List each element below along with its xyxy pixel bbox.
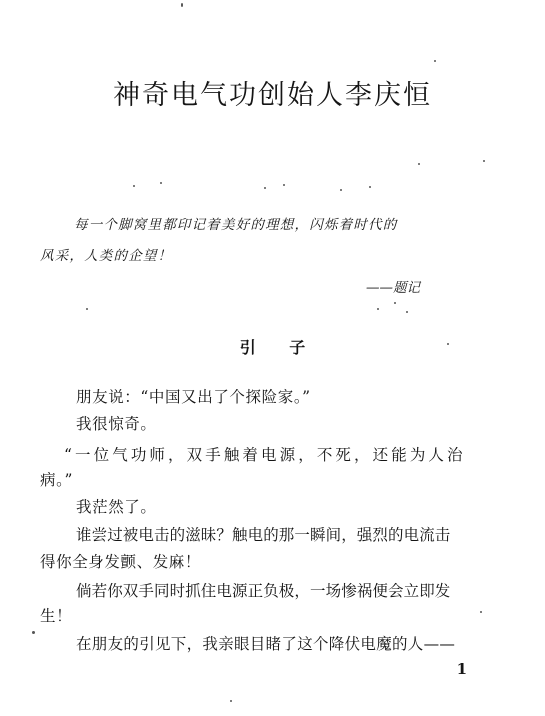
body-line-10: 在朋友的引见下，我亲眼目睹了这个降伏电魔的人—— [76,635,456,653]
chapter-title: 神奇电气功创始人李庆恒 [113,80,432,111]
body-line-8: 倘若你双手同时抓住电源正负极，一场惨祸便会立即发 [76,582,451,600]
page-number: 1 [456,660,467,678]
epigraph-line-1: 每一个脚窝里都印记着美好的理想，闪烁着时代的 [74,217,398,233]
section-heading: 引 子 [239,338,306,357]
epigraph-signature: ——题记 [366,280,420,296]
body-line-5: 我茫然了。 [76,498,157,516]
body-line-1: 朋友说：“中国又出了个探险家。” [76,388,311,406]
body-line-6: 谁尝过被电击的滋昧？触电的那一瞬间，强烈的电流击 [76,526,451,544]
body-line-7: 得你全身发颤、发麻！ [40,553,202,571]
body-line-3: “一位气功师，双手触着电源，不死，还能为人治 [64,446,466,464]
epigraph-line-2: 风采，人类的企望！ [40,248,173,264]
body-line-4: 病。” [40,471,73,489]
body-line-9: 生！ [40,607,73,625]
body-line-2: 我很惊奇。 [76,415,157,433]
